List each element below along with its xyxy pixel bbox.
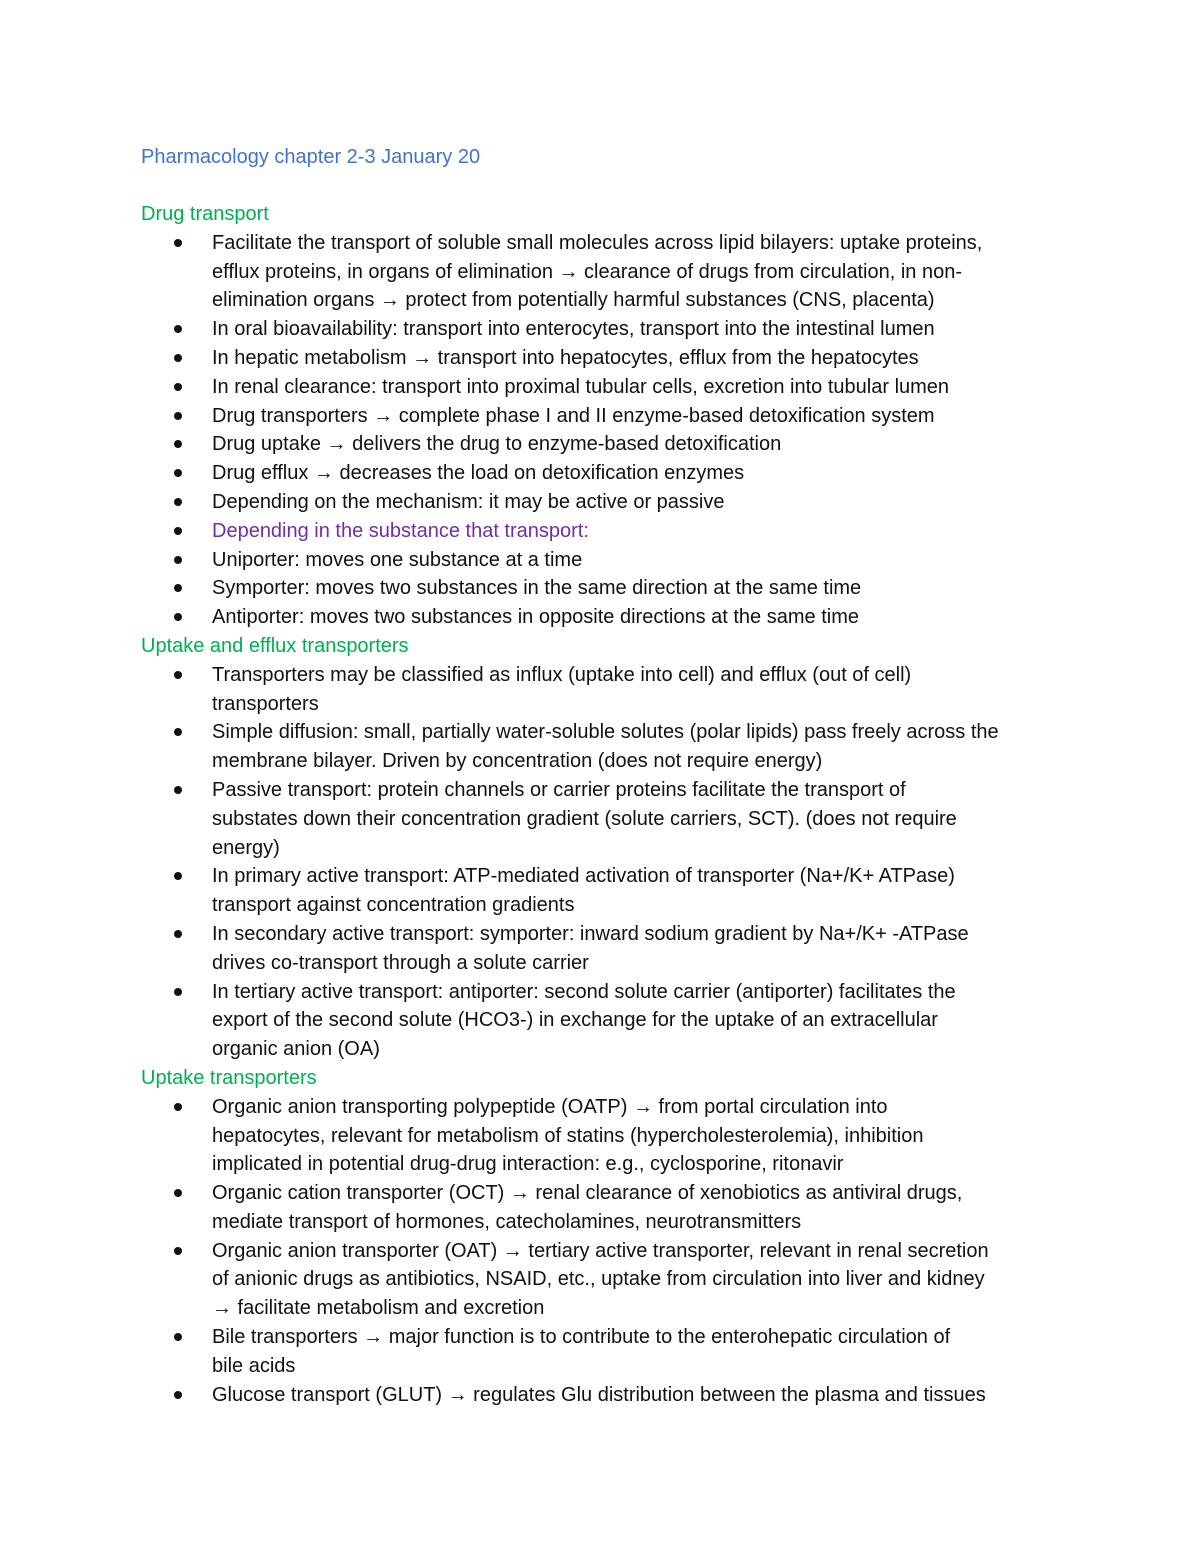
- list-item-text: Glucose transport (GLUT) → regulates Glu distribution between the plasma and tissues: [212, 1383, 986, 1406]
- bullet-icon: [174, 239, 182, 247]
- list-item-text: implicated in potential drug-drug interaction: e.g., cyclosporine, ritonavir: [212, 1153, 844, 1176]
- bullet-icon: [174, 671, 182, 679]
- list-item-text: Bile transporters → major function is to contribute to the enterohepatic circulation of: [212, 1326, 951, 1349]
- list-item-text: Organic cation transporter (OCT) → renal clearance of xenobiotics as antiviral drugs,: [212, 1182, 963, 1205]
- list-item-text: Depending on the mechanism: it may be active or passive: [212, 490, 725, 513]
- list-item-text: of anionic drugs as antibiotics, NSAID, etc., uptake from circulation into liver and kidney: [212, 1268, 985, 1291]
- list-item: [141, 862, 1066, 920]
- document-title: Pharmacology chapter 2-3 January 20: [141, 146, 481, 168]
- bullet-icon: [174, 872, 182, 880]
- bullet-list: [141, 1093, 1066, 1410]
- list-item-text: efflux proteins, in organs of elimination → clearance of drugs from circulation, in non-: [212, 260, 963, 283]
- list-item: [141, 373, 1066, 402]
- bullet-icon: [174, 325, 182, 333]
- list-item-text: In oral bioavailability: transport into enterocytes, transport into the intestinal lumen: [212, 318, 935, 341]
- list-item: [141, 1323, 1066, 1381]
- bullet-icon: [174, 1247, 182, 1255]
- list-item-text: → facilitate metabolism and excretion: [212, 1297, 545, 1320]
- bullet-icon: [174, 440, 182, 448]
- list-item-text: drives co-transport through a solute carrier: [212, 951, 589, 974]
- bullet-icon: [174, 354, 182, 362]
- list-item-text: Facilitate the transport of soluble small molecules across lipid bilayers: uptake proteins,: [212, 231, 983, 254]
- list-item: [141, 546, 1066, 575]
- list-item: [141, 661, 1066, 719]
- list-item-text: Drug transporters → complete phase I and II enzyme-based detoxification system: [212, 404, 935, 427]
- list-item-text: substates down their concentration gradient (solute carriers, SCT). (does not require: [212, 807, 957, 830]
- section-heading: Drug transport: [141, 203, 269, 225]
- list-item: [141, 1093, 1066, 1179]
- document-body: [141, 200, 1066, 1409]
- list-item-text: Antiporter: moves two substances in opposite directions at the same time: [212, 606, 859, 629]
- list-item-text: export of the second solute (HCO3-) in exchange for the uptake of an extracellular: [212, 1009, 938, 1032]
- list-item: [141, 344, 1066, 373]
- list-item: [141, 488, 1066, 517]
- list-item-text: mediate transport of hormones, catecholamines, neurotransmitters: [212, 1210, 802, 1233]
- list-item-text: Transporters may be classified as influx (uptake into cell) and efflux (out of cell): [212, 663, 912, 686]
- list-item-text: Symporter: moves two substances in the same direction at the same time: [212, 577, 862, 600]
- list-item: [141, 920, 1066, 978]
- bullet-icon: [174, 412, 182, 420]
- list-item-text: membrane bilayer. Driven by concentration (does not require energy): [212, 750, 823, 773]
- bullet-icon: [174, 728, 182, 736]
- bullet-icon: [174, 930, 182, 938]
- list-item-text: transporters: [212, 692, 319, 715]
- list-item: [141, 315, 1066, 344]
- list-item-text: Organic anion transporting polypeptide (OATP) → from portal circulation into: [212, 1095, 888, 1118]
- list-item-text: In hepatic metabolism → transport into hepatocytes, efflux from the hepatocytes: [212, 346, 919, 369]
- list-item-text: Simple diffusion: small, partially water-soluble solutes (polar lipids) pass freely across the: [212, 721, 999, 744]
- list-item: [141, 1237, 1066, 1323]
- list-item-text: elimination organs → protect from potentially harmful substances (CNS, placenta): [212, 289, 935, 312]
- bullet-icon: [174, 556, 182, 564]
- list-item-text: organic anion (OA): [212, 1038, 380, 1061]
- bullet-icon: [174, 584, 182, 592]
- bullet-list: [141, 229, 1066, 632]
- bullet-list: [141, 661, 1066, 1064]
- list-item-text: In tertiary active transport: antiporter: second solute carrier (antiporter) facilitates the: [212, 980, 956, 1003]
- list-item: [141, 776, 1066, 862]
- list-item: [141, 430, 1066, 459]
- list-item-text: In primary active transport: ATP-mediated activation of transporter (Na+/K+ ATPase): [212, 865, 955, 888]
- list-item-text: transport against concentration gradients: [212, 894, 575, 917]
- bullet-icon: [174, 383, 182, 391]
- list-item: [141, 574, 1066, 603]
- list-item: [141, 718, 1066, 776]
- list-item: [141, 229, 1066, 315]
- bullet-icon: [174, 613, 182, 621]
- list-item: [141, 978, 1066, 1064]
- list-item-text: Drug uptake → delivers the drug to enzyme-based detoxification: [212, 433, 782, 456]
- section-heading: Uptake transporters: [141, 1066, 317, 1089]
- list-item: [141, 603, 1066, 632]
- bullet-icon: [174, 469, 182, 477]
- list-item: [141, 1381, 1066, 1410]
- list-item: [141, 459, 1066, 488]
- list-item-text: energy): [212, 836, 280, 859]
- list-item: [141, 517, 1066, 546]
- section-heading: Uptake and efflux transporters: [141, 634, 409, 657]
- list-item-text: bile acids: [212, 1354, 296, 1377]
- list-item-text: Organic anion transporter (OAT) → tertiary active transporter, relevant in renal secretion: [212, 1239, 989, 1262]
- bullet-icon: [174, 527, 182, 535]
- list-item-text: Passive transport: protein channels or carrier proteins facilitate the transport of: [212, 778, 906, 801]
- bullet-icon: [174, 1391, 182, 1399]
- list-item-text: hepatocytes, relevant for metabolism of statins (hypercholesterolemia), inhibition: [212, 1124, 924, 1147]
- bullet-icon: [174, 1103, 182, 1111]
- list-item-text: Depending in the substance that transport:: [212, 519, 589, 542]
- bullet-icon: [174, 1189, 182, 1197]
- list-item-text: Drug efflux → decreases the load on detoxification enzymes: [212, 462, 745, 485]
- list-item-text: Uniporter: moves one substance at a time: [212, 548, 583, 571]
- bullet-icon: [174, 1333, 182, 1341]
- bullet-icon: [174, 988, 182, 996]
- bullet-icon: [174, 498, 182, 506]
- list-item: [141, 1179, 1066, 1237]
- list-item-text: In renal clearance: transport into proximal tubular cells, excretion into tubular lumen: [212, 375, 950, 398]
- bullet-icon: [174, 786, 182, 794]
- list-item: [141, 402, 1066, 431]
- list-item-text: In secondary active transport: symporter: inward sodium gradient by Na+/K+ -ATPase: [212, 922, 969, 945]
